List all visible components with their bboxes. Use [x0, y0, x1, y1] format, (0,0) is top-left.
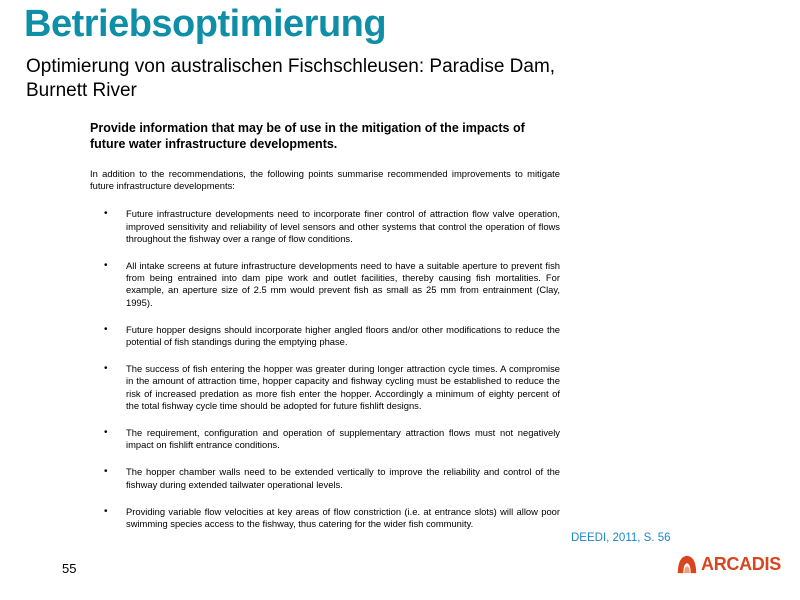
list-item-text: The hopper chamber walls need to be extended vertically to improve the reliability and control of the fishway during extended tailwater operational levels.: [126, 466, 560, 490]
list-item-text: Future infrastructure developments need to incorporate finer control of attraction flow valve operation, improved sensitivity and reliability of level sensors and other systems that control the operation of flows throughout the fishway over a range of flow conditions.: [126, 208, 560, 244]
list-item: [90, 466, 560, 490]
list-item-text: All intake screens at future infrastructure developments need to have a suitable aperture to prevent fish from being entrained into dam pipe work and outlet facilities, thereby causing fish mortalities. For example, an aperture size of 2.5 mm would prevent fish as small as 25 mm from entrainment (Clay, 1995).: [126, 260, 560, 308]
document-heading: Provide information that may be of use in the mitigation of the impacts of future water infrastructure developments.: [90, 121, 525, 151]
list-item-text: Future hopper designs should incorporate higher angled floors and/or other modifications to reduce the potential of fish standings during the emptying phase.: [126, 323, 560, 348]
list-item-text: The requirement, configuration and operation of supplementary attraction flows must not negatively impact on fishlift entrance conditions.: [126, 427, 560, 451]
list-item: [90, 208, 560, 245]
document-excerpt: [90, 120, 560, 545]
subtitle-line-1: Optimierung von australischen Fischschleusen: Paradise Dam,: [26, 56, 556, 77]
list-item: [90, 324, 560, 348]
source-citation: DEEDI, 2011, S. 56: [571, 532, 671, 544]
slide-subtitle: [26, 55, 706, 103]
list-item: [90, 363, 560, 412]
page-number: 55: [62, 561, 77, 576]
list-item: [90, 260, 560, 309]
document-intro: In addition to the recommendations, the following points summarise recommended improvements to mitigate future infrastructure developments:: [90, 168, 560, 192]
bullet-icon: •: [104, 323, 108, 335]
list-item-text: Providing variable flow velocities at key areas of flow constriction (i.e. at entrance slots) will allow poor swimming species access to the fishway, thus catering for the wider fish community.: [126, 505, 560, 530]
bullet-icon: •: [104, 208, 108, 220]
bullet-icon: •: [104, 427, 108, 439]
arcadis-logo-icon: [676, 553, 698, 575]
recommendation-list: [90, 208, 560, 530]
list-item: [90, 427, 560, 451]
list-item: [90, 506, 560, 530]
subtitle-line-2: Burnett River: [26, 80, 137, 101]
logo-text: ARCADIS: [701, 553, 781, 574]
bullet-icon: •: [104, 260, 108, 272]
bullet-icon: •: [104, 363, 108, 375]
list-item-text: The success of fish entering the hopper was greater during longer attraction cycle times. A compromise in the amount of attraction time, hopper capacity and fishway cycling must be established to reduce the risk of increased predation as more fish enter the hopper. Accordingly a minimum of eighty percent of the total fishway cycle time should be adopted for future fishlift designs.: [126, 363, 560, 411]
bullet-icon: •: [104, 505, 108, 517]
slide-title: Betriebsoptimierung: [24, 3, 387, 45]
bullet-icon: •: [104, 466, 108, 478]
company-logo: [676, 553, 781, 575]
